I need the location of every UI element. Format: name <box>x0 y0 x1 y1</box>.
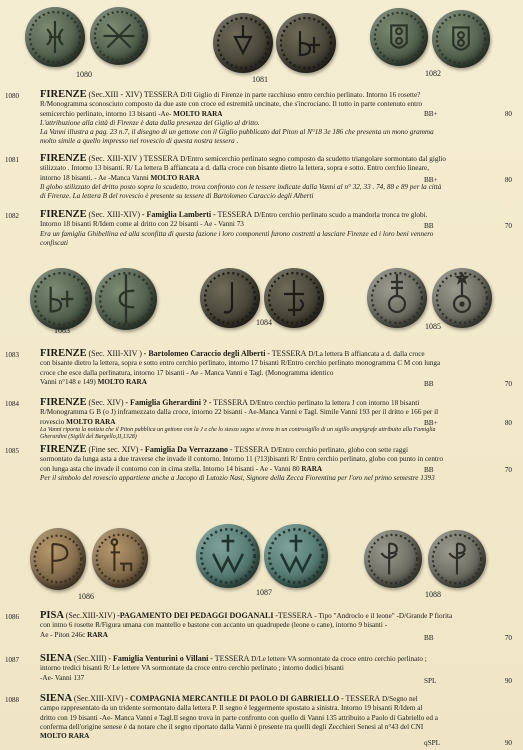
lot-rarity: RARA <box>301 464 323 473</box>
lot-grade: SPL <box>424 677 437 685</box>
coin-1087-reverse <box>264 524 328 588</box>
coin-1080-reverse <box>90 7 148 65</box>
lot-desc-2: Intorno 18 bisanti R/Idem come al dritto con 22 bisanti - Ae - Vanni 73 <box>40 220 244 229</box>
lot-note-1: La Vanni riporta la notizia che il Piton pubblica un gettone con la J e che lo stesso segno si trova in un controsigillo di un sigillo anepigrafe attribuito alla Famiglia <box>40 426 436 433</box>
lot-date: (Sec. XIII-XIV ) <box>88 154 142 163</box>
coin-1082-obverse <box>370 8 428 66</box>
lot-1085 <box>0 445 523 490</box>
lot-desc-1: D/Segno nel <box>381 695 418 703</box>
plate2-label-1084: 1084 <box>256 318 272 327</box>
lot-1083 <box>0 349 523 393</box>
plate3-label-1088: 1088 <box>425 590 441 599</box>
lot-desc-3: dritto con 19 bisanti -Ae- Manca Vanni e Tagl.Il segno trova in parte confronto con quello di Vanni 135 attribuito a Paolo di Gabriello ed a <box>40 713 438 722</box>
lot-number: 1081 <box>5 156 19 164</box>
plate1-label-1082: 1082 <box>425 69 441 78</box>
lot-grade: BB <box>424 380 434 388</box>
plate1-label-1081: 1081 <box>252 75 268 84</box>
lot-desc-3: Ae - Piton 246c <box>40 630 86 639</box>
lot-desc-3: rovescio <box>40 417 65 426</box>
lot-type: - TESSERA <box>210 654 250 663</box>
lot-date: (Sec.XIII-XIV) <box>65 611 116 620</box>
lot-city: FIRENZE <box>40 209 87 220</box>
lot-grade: BB <box>424 634 434 642</box>
lot-desc-2: con intno 6 rosette R/Figura umana con mantello e bastone con accanto un quadrupede (leone o cane), intorno 9 bisanti - <box>40 621 388 630</box>
lot-rarity: MOLTO RARA <box>97 377 147 386</box>
lot-date: (Sec.XIII - XIV) <box>88 90 143 99</box>
lot-city: PISA <box>40 610 64 621</box>
lot-type: - TESSERA <box>208 398 248 407</box>
lot-desc-3: croce che esce dalla perlinatura, intorno 17 bisanti - Ae - Manca Vanni e Tagl. (Monogramma identico <box>40 368 334 377</box>
lot-number: 1085 <box>5 447 19 455</box>
lot-grade: BB+ <box>424 176 438 184</box>
lot-type: - TESSERA <box>267 349 307 358</box>
lot-1080 <box>0 90 523 146</box>
lot-date: (Sec. XIII-XIV) <box>88 210 141 219</box>
lot-desc-1: D/Entro cerchio perlinato la lettera J con intorno 18 bisanti <box>249 399 420 407</box>
lot-city: FIRENZE <box>40 444 87 455</box>
lot-price: 70 <box>504 222 512 230</box>
lot-number: 1080 <box>5 92 19 100</box>
lot-note-1: Era un famiglia Ghibellina ed alla sconfitta di questa fazione i loro componenti furono costretti a lasciare Firenze ed i loro beni vennero <box>40 229 434 238</box>
lot-date: (Sec. XIII-XIV ) <box>88 349 142 358</box>
coin-1083-reverse <box>95 268 157 330</box>
lot-desc-1: D/Il Giglio di Firenze in parte racchiuso entro cerchio perlinato. Intorno 16 rosette? <box>180 91 421 99</box>
lot-date: (Fine sec. XIV) <box>88 445 139 454</box>
plate3-label-1086: 1086 <box>78 592 94 601</box>
lot-city: FIRENZE <box>40 153 87 164</box>
coin-1080-obverse <box>25 7 85 67</box>
lot-desc-3: intorno 18 bisanti. - Ae -Manca Vanni <box>40 173 149 182</box>
lot-price: 80 <box>504 419 512 427</box>
lot-rarity: RARA <box>87 630 108 639</box>
lot-price: 80 <box>504 110 512 118</box>
lot-note-1: Per il simbolo del rovescio appartiene anche a Jacopo di Lutozio Nasi, Signore della Zecca Fiorentina per l'oro nel primo semestre 1393 <box>40 473 435 482</box>
coin-1088-obverse <box>364 530 422 588</box>
lot-city: SIENA <box>40 693 73 704</box>
lot-city: FIRENZE <box>40 348 87 359</box>
lot-date: (Sec.XIII) <box>73 654 107 663</box>
lot-desc-2: R/Monogramma sconosciuto composto da due aste con croce ed estremità uncinate, che s'incrociano. Il tutto in parte contenuto entro <box>40 100 423 109</box>
lot-1081 <box>0 154 523 204</box>
coin-1086-obverse <box>30 528 86 590</box>
coin-1083-obverse <box>30 268 92 330</box>
coin-1085-reverse <box>432 268 492 328</box>
lot-price: 70 <box>504 466 512 474</box>
lot-number: 1087 <box>5 656 19 664</box>
lot-desc-1: - Tipo "Androclo e il leone" -D/Grande P fiorita <box>314 612 453 620</box>
lot-price: 80 <box>504 176 512 184</box>
lot-desc-2: R/Monogramma G B (o J) inframezzato dalla croce, intorno 22 bisanti - Ae-Manca Vanni e Tagl. Simile Vanni 193 per il dritto e 166 per il <box>40 408 439 417</box>
coin-1081-obverse <box>213 13 273 73</box>
lot-desc-1: D/Le lettere VA sormontate da croce entro cerchio perlinato ; <box>251 655 427 663</box>
lot-price: 70 <box>504 634 512 642</box>
lot-number: 1084 <box>5 400 19 408</box>
lot-family: - Famiglia Lamberti <box>141 210 212 219</box>
lot-grade: qSPL <box>424 739 440 747</box>
coin-1088-reverse <box>428 530 486 588</box>
lot-1086 <box>0 611 523 645</box>
lot-city: FIRENZE <box>40 89 87 100</box>
plate3-label-1087: 1087 <box>256 588 272 597</box>
lot-grade: BB+ <box>424 110 438 118</box>
lot-number: 1086 <box>5 613 19 621</box>
lot-desc-4: Vanni n°148 e 149) <box>40 377 96 386</box>
lot-note-2: Gherardini (Sigilli del Bargello,II,1328) <box>40 434 137 441</box>
lot-note-3: molto simile a quello impresso nel rovescio di questa nostra tessera . <box>40 137 239 146</box>
lot-family: - Bartolomeo Caraccio degli Alberti <box>143 349 266 358</box>
lot-1082 <box>0 210 523 254</box>
lot-type: - TESSERA <box>212 210 253 219</box>
lot-grade: BB <box>424 466 434 474</box>
lot-1084 <box>0 397 523 441</box>
lot-desc-4: conferma dell'origine senese è da notare che il segno riportato dalla Vanni è presente tra quelli degli Zecchieri Senesi al n°43 del CNI <box>40 722 424 731</box>
lot-grade: BB+ <box>424 419 438 427</box>
lot-desc-2: stilizzato . Intorno 13 bisanti. R/ La lettera B affiancata a d. dalla croce con bisante dietro la lettera, sopra e sotto. Entro cerchio lineare, <box>40 164 430 173</box>
coin-1082-reverse <box>432 10 490 68</box>
lot-family: - Famiglia Venturini o Villani <box>108 654 209 663</box>
lot-note-2: di Firenze. La lettera B del rovescio è presente su tessere di Bartolomeo Caraccio degli Alberti <box>40 192 314 201</box>
lot-desc-2: campo rappresentato da un tridente sormontato dalla lettera P. Il segno è leggermente spostato a sinistra. Intorno 19 bisanti R/Idem al <box>40 704 423 713</box>
lot-type: - TESSERA <box>229 445 270 454</box>
lot-date: (Sec.XIII-XIV) <box>73 694 124 703</box>
coin-1084-obverse <box>200 268 260 328</box>
lot-city: FIRENZE <box>40 397 87 408</box>
lot-rarity: MOLTO RARA <box>173 109 223 118</box>
lot-type: -TESSERA <box>275 611 313 620</box>
lot-desc-1: D/Entro semicerchio perlinato segno composto da scudetto triangolare sormontato dal giglio <box>180 155 447 163</box>
lot-family: - COMPAGNIA MERCANTILE DI PAOLO DI GABRIELLO <box>125 694 340 703</box>
lot-number: 1083 <box>5 351 19 359</box>
lot-1087 <box>0 654 523 688</box>
lot-number: 1088 <box>5 696 19 704</box>
lot-rarity: MOLTO RARA <box>66 417 116 426</box>
lot-desc-3: -Ae- Vanni 137 <box>40 673 85 682</box>
lot-family: - Famiglia Gherardini ? <box>125 398 207 407</box>
lot-rarity: MOLTO RARA <box>150 173 200 182</box>
lot-desc-2: intorno tredici bisanti R/ Le lettere VA sormontate da croce entro cerchio perlinato ; intorno dodici bisanti <box>40 664 344 673</box>
lot-type: TESSERA <box>143 154 179 163</box>
plate2-label-1085: 1085 <box>425 322 441 331</box>
coin-1081-reverse <box>276 13 336 73</box>
lot-family: - Famiglia Da Verrazzano <box>140 445 229 454</box>
coin-1085-obverse <box>367 268 427 328</box>
coin-1084-reverse <box>264 268 324 328</box>
coin-1086-reverse <box>92 528 148 588</box>
lot-desc-2: sormontato da lunga asta a due traverse che invade il contorno. Intorno 11 (?13)bisanti R/ Entro cerchio perlinato, globo con punto in centro <box>40 455 443 464</box>
lot-desc-3: con lunga asta che invade il contorno con in cima stella. Intorno 14 bisanti - Ae - Vanni 80 <box>40 464 300 473</box>
lot-date: (Sec. XIV) <box>88 398 124 407</box>
lot-city: SIENA <box>40 653 73 664</box>
lot-desc-2: con bisante dietro la lettera, sopra e sotto entro cerchio perlinato, intorno 17 bisanti R/Entro cerchio perlinato monogramma C M con lunga <box>40 359 441 368</box>
lot-type: - TESSERA <box>340 694 381 703</box>
coin-1087-obverse <box>196 524 260 588</box>
lot-price: 90 <box>504 739 512 747</box>
plate1-label-1080: 1080 <box>76 70 92 79</box>
lot-note-1: Il globo stilizzato del dritto posto sopra lo scudetto, trova confronto con le tessere indicate dalla Vanni al n° 32, 33 . 74, 88 e 89 per la città <box>40 182 442 191</box>
lot-desc-3: semicerchio perlinato, intorno 13 bisanti -Ae- <box>40 109 172 118</box>
plate2-label-1083: 1083 <box>54 326 70 335</box>
lot-price: 70 <box>504 380 512 388</box>
lot-desc-1: D/Entro cerchio perlinato, globo con sette raggi <box>270 446 408 454</box>
lot-desc-1: D/La lettera B affiancata a d. dalla croce <box>308 350 425 358</box>
lot-number: 1082 <box>5 212 19 220</box>
lot-family: -PAGAMENTO DEI PEDAGGI DOGANALI <box>117 611 274 620</box>
lot-desc-1: D/Entro cerchio perlinato scudo a mandorla tronca tre globi. <box>253 211 428 219</box>
lot-note-1: L'attribuzione alla città di Firenze è data dalla presenza del Giglio al dritto. <box>40 118 260 127</box>
lot-grade: BB <box>424 222 434 230</box>
lot-rarity: MOLTO RARA <box>40 732 90 741</box>
lot-note-2: La Vanni illustra a pag. 23 n.7, il disegno di un gettone con il Giglio pubblicato dal Piton al N°18 3e 186 che presenta un mono gramma <box>40 128 434 137</box>
lot-type: TESSERA <box>143 90 179 99</box>
lot-1088 <box>0 694 523 749</box>
lot-price: 90 <box>504 677 512 685</box>
lot-note-2: confiscati <box>40 238 68 247</box>
